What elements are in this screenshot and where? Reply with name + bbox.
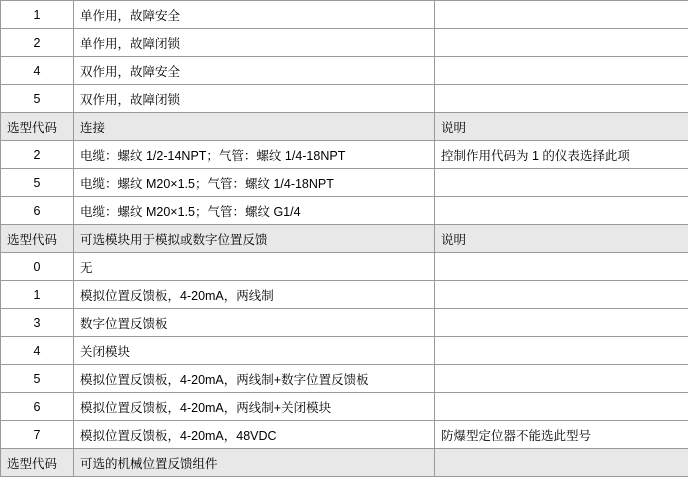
table-row bbox=[1, 337, 688, 365]
table-row bbox=[1, 281, 688, 309]
table-row bbox=[1, 253, 688, 281]
cell-note bbox=[435, 197, 688, 225]
cell-selection-code: 2 bbox=[1, 141, 74, 169]
table-row bbox=[1, 421, 688, 449]
table-section-header-row bbox=[1, 113, 688, 141]
table-row bbox=[1, 141, 688, 169]
table-row bbox=[1, 365, 688, 393]
cell-note bbox=[435, 309, 688, 337]
cell-description: 数字位置反馈板 bbox=[74, 309, 435, 337]
cell-note bbox=[435, 337, 688, 365]
cell-description: 电缆：螺纹 M20×1.5；气管：螺纹 1/4-18NPT bbox=[74, 169, 435, 197]
cell-description: 双作用，故障闭锁 bbox=[74, 85, 435, 113]
cell-description: 模拟位置反馈板，4-20mA，两线制 bbox=[74, 281, 435, 309]
cell-selection-code: 6 bbox=[1, 197, 74, 225]
cell-description: 关闭模块 bbox=[74, 337, 435, 365]
cell-note bbox=[435, 29, 688, 57]
cell-selection-code: 5 bbox=[1, 169, 74, 197]
cell-note bbox=[435, 281, 688, 309]
cell-note bbox=[435, 253, 688, 281]
table-row bbox=[1, 197, 688, 225]
cell-description: 双作用，故障安全 bbox=[74, 57, 435, 85]
cell-selection-code: 选型代码 bbox=[1, 113, 74, 141]
cell-selection-code: 3 bbox=[1, 309, 74, 337]
cell-selection-code: 4 bbox=[1, 57, 74, 85]
cell-description: 单作用，故障闭锁 bbox=[74, 29, 435, 57]
cell-description: 可选模块用于模拟或数字位置反馈 bbox=[74, 225, 435, 253]
cell-description: 电缆：螺纹 M20×1.5；气管：螺纹 G1/4 bbox=[74, 197, 435, 225]
cell-description: 模拟位置反馈板，4-20mA，两线制+数字位置反馈板 bbox=[74, 365, 435, 393]
cell-description: 单作用，故障安全 bbox=[74, 1, 435, 29]
cell-description: 可选的机械位置反馈组件 bbox=[74, 449, 435, 477]
table-row bbox=[1, 57, 688, 85]
cell-selection-code: 1 bbox=[1, 281, 74, 309]
cell-note bbox=[435, 365, 688, 393]
cell-note bbox=[435, 393, 688, 421]
cell-note: 说明 bbox=[435, 225, 688, 253]
cell-selection-code: 4 bbox=[1, 337, 74, 365]
cell-selection-code: 7 bbox=[1, 421, 74, 449]
cell-description: 模拟位置反馈板，4-20mA，48VDC bbox=[74, 421, 435, 449]
table-row bbox=[1, 393, 688, 421]
cell-selection-code: 2 bbox=[1, 29, 74, 57]
cell-note bbox=[435, 449, 688, 477]
table-row bbox=[1, 1, 688, 29]
table-row bbox=[1, 29, 688, 57]
cell-note bbox=[435, 85, 688, 113]
cell-selection-code: 5 bbox=[1, 85, 74, 113]
cell-selection-code: 6 bbox=[1, 393, 74, 421]
cell-selection-code: 选型代码 bbox=[1, 225, 74, 253]
cell-note bbox=[435, 169, 688, 197]
cell-selection-code: 0 bbox=[1, 253, 74, 281]
cell-note: 说明 bbox=[435, 113, 688, 141]
cell-note: 防爆型定位器不能选此型号 bbox=[435, 421, 688, 449]
cell-selection-code: 选型代码 bbox=[1, 449, 74, 477]
cell-description: 电缆：螺纹 1/2-14NPT；气管：螺纹 1/4-18NPT bbox=[74, 141, 435, 169]
cell-note bbox=[435, 1, 688, 29]
cell-description: 模拟位置反馈板，4-20mA，两线制+关闭模块 bbox=[74, 393, 435, 421]
cell-description: 无 bbox=[74, 253, 435, 281]
cell-selection-code: 5 bbox=[1, 365, 74, 393]
table-section-header-row bbox=[1, 225, 688, 253]
table-section-header-row bbox=[1, 449, 688, 477]
cell-note: 控制作用代码为 1 的仪表选择此项 bbox=[435, 141, 688, 169]
table-row bbox=[1, 309, 688, 337]
table-row bbox=[1, 169, 688, 197]
table-row bbox=[1, 85, 688, 113]
table-body bbox=[1, 1, 688, 477]
cell-description: 连接 bbox=[74, 113, 435, 141]
cell-selection-code: 1 bbox=[1, 1, 74, 29]
cell-note bbox=[435, 57, 688, 85]
